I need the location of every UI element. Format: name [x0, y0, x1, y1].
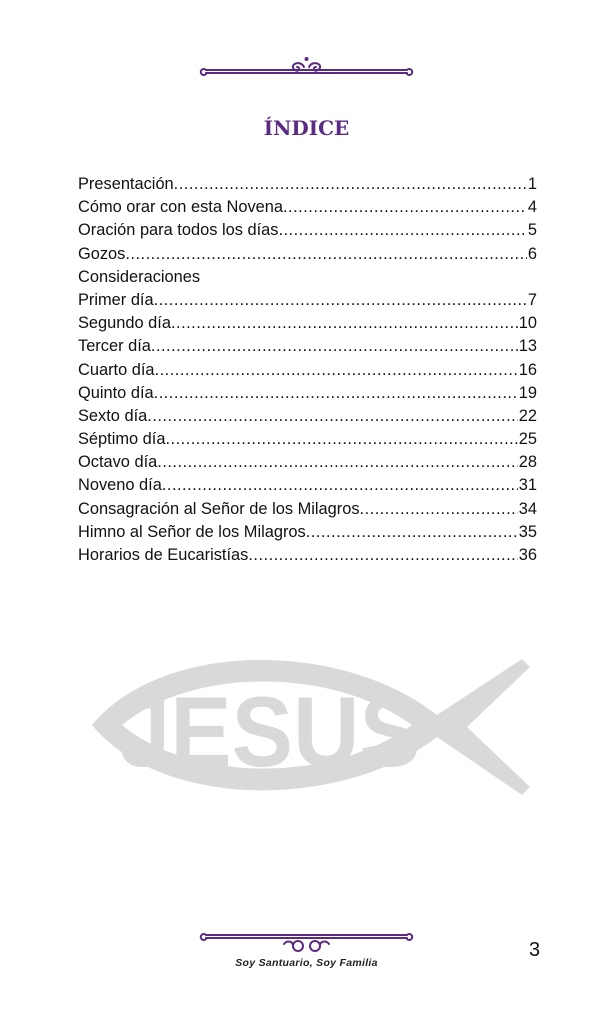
- toc-dot-leader: [155, 359, 518, 382]
- toc-entry-page: 22: [518, 406, 537, 425]
- toc-entry-page: 4: [527, 198, 537, 217]
- toc-entry-label: Gozos: [78, 244, 126, 263]
- toc-entry-label: Tercer día: [78, 337, 151, 356]
- toc-entry-label: Himno al Señor de los Milagros: [78, 522, 306, 541]
- toc-dot-leader: [171, 312, 518, 335]
- toc-entry: [78, 266, 537, 289]
- toc-dot-leader: [248, 544, 517, 567]
- toc-entry: [78, 243, 537, 266]
- toc-dot-leader: [360, 498, 518, 521]
- toc-entry-label: Consideraciones: [78, 267, 201, 286]
- toc-entry-page: 16: [518, 360, 537, 379]
- toc-entry-label: Sexto día: [78, 406, 148, 425]
- toc-entry: [78, 173, 537, 196]
- toc-entry-page: 31: [518, 476, 537, 495]
- toc-entry-label: Primer día: [78, 290, 154, 309]
- toc-dot-leader: [125, 243, 527, 266]
- toc-dot-leader: [162, 474, 518, 497]
- toc-entry: [78, 498, 537, 521]
- toc-dot-leader: [154, 382, 518, 405]
- toc-entry-page: 35: [518, 522, 537, 541]
- toc-entry-label: Cuarto día: [78, 360, 155, 379]
- toc-dot-leader: [151, 335, 518, 358]
- toc-entry: [78, 521, 537, 544]
- toc-entry: [78, 544, 537, 567]
- toc-dot-leader: [157, 451, 518, 474]
- toc-entry: [78, 289, 537, 312]
- page-title: ÍNDICE: [263, 116, 350, 140]
- ichthys-fish-icon: [82, 645, 532, 803]
- toc-entry-page: 19: [518, 383, 537, 402]
- toc-entry: [78, 196, 537, 219]
- toc-entry-label: Séptimo día: [78, 430, 166, 449]
- toc-dot-leader: [165, 428, 517, 451]
- toc-dot-leader: [306, 521, 518, 544]
- toc-entry-page: 34: [518, 499, 537, 518]
- toc-entry-page: 1: [527, 175, 537, 193]
- watermark-text: JESUS: [119, 676, 421, 788]
- toc-entry: [78, 382, 537, 405]
- toc-entry-page: 25: [518, 430, 537, 449]
- toc-entry: [78, 405, 537, 428]
- toc-entry: [78, 451, 537, 474]
- toc-entry-label: Cómo orar con esta Novena: [78, 198, 283, 217]
- toc-entry: [78, 428, 537, 451]
- toc-entry-page: 7: [527, 290, 537, 309]
- toc-dot-leader: [174, 173, 527, 196]
- page-number: 3: [529, 939, 541, 961]
- toc-entry-page: 28: [518, 453, 537, 472]
- toc-dot-leader: [154, 289, 527, 312]
- toc-entry: [78, 474, 537, 497]
- toc-entry-label: Quinto día: [78, 383, 154, 402]
- footer-motto: Soy Santuario, Soy Familia: [235, 957, 378, 969]
- toc-entry-page: 13: [518, 337, 537, 356]
- toc-entry-label: Segundo día: [78, 314, 171, 333]
- toc-dot-leader: [283, 196, 527, 219]
- toc-dot-leader: [278, 219, 526, 242]
- toc-entry-label: Noveno día: [78, 476, 162, 495]
- toc-entry-label: Horarios de Eucaristías: [78, 546, 249, 564]
- toc-entry: [78, 219, 537, 242]
- toc-entry-page: 6: [527, 244, 537, 263]
- table-of-contents: [78, 173, 537, 567]
- ornament-bottom-icon: [198, 932, 415, 954]
- toc-entry-page: 36: [518, 546, 537, 564]
- toc-entry-label: Presentación: [78, 175, 174, 193]
- toc-entry: [78, 312, 537, 335]
- toc-entry: [78, 335, 537, 358]
- toc-entry: [78, 359, 537, 382]
- ornament-top-icon: [198, 55, 415, 77]
- toc-entry-page: 10: [518, 314, 537, 333]
- toc-entry-label: Oración para todos los días: [78, 221, 279, 240]
- toc-entry-page: 5: [527, 221, 537, 240]
- toc-dot-leader: [147, 405, 518, 428]
- toc-entry-label: Consagración al Señor de los Milagros: [78, 499, 360, 518]
- toc-entry-label: Octavo día: [78, 453, 158, 472]
